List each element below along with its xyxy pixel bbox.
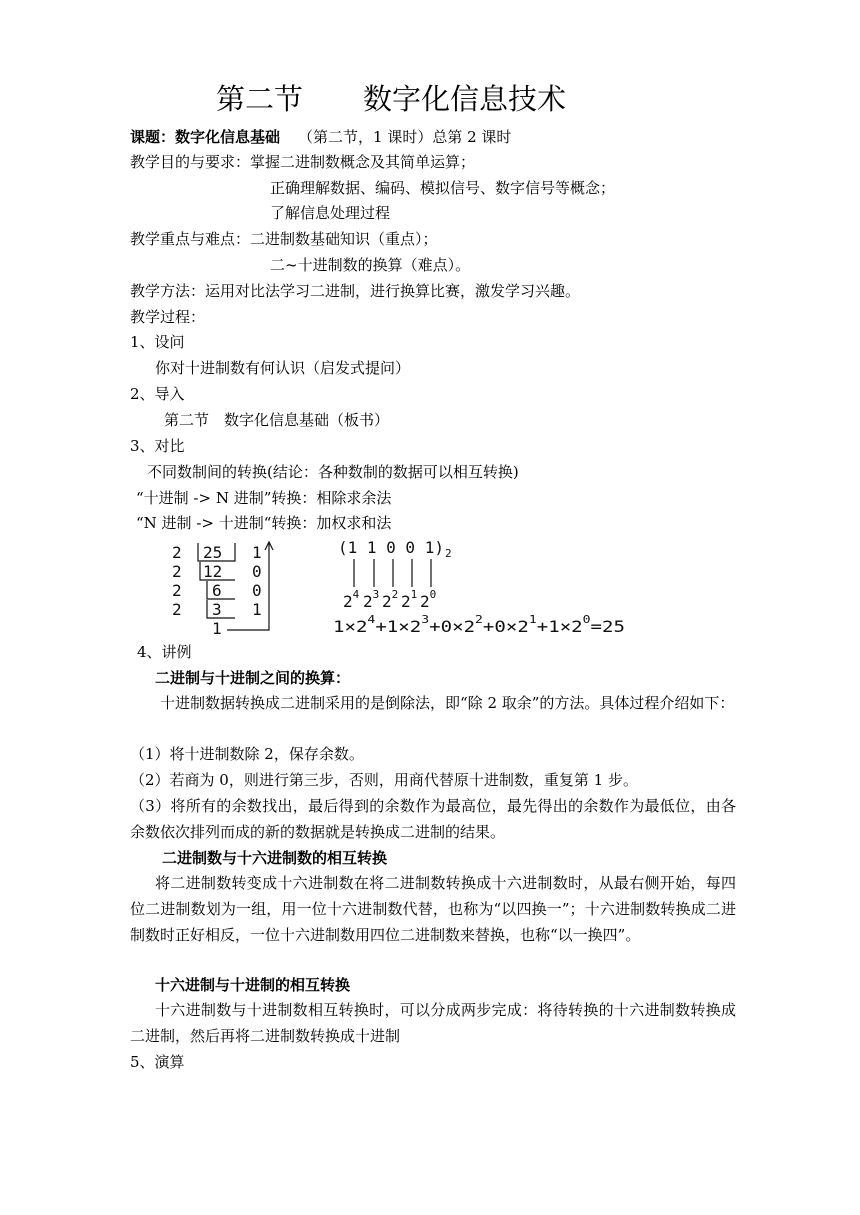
lesson-topic: 课题：数字化信息基础 xyxy=(130,128,281,146)
step4-sub2-title: 二进制数与十六进制数的相互转换 xyxy=(162,849,388,867)
weight-connectors xyxy=(354,559,431,587)
quotient: 3 xyxy=(212,600,222,619)
quotient: 1 xyxy=(212,619,222,638)
lesson-header xyxy=(130,127,511,147)
quotient: 25 xyxy=(203,543,223,562)
divisor: 2 xyxy=(172,581,182,600)
document-title xyxy=(0,80,860,120)
step4-sub3-text: 十六进制数与十进制数相互转换时，可以分成两步完成：将待转换的十六进制数转换成二进制，然后再将二进制数转换成十进制 xyxy=(130,1001,736,1045)
process-label: 教学过程： xyxy=(130,308,206,326)
step2-heading: 2、导入 xyxy=(130,385,185,403)
objective-item: 掌握二进制数概念及其简单运算； xyxy=(250,153,476,171)
title-section: 第二节 xyxy=(216,82,304,116)
division-figure xyxy=(165,538,285,638)
step3-line: “十进制 -> N 进制”转换：相除求余法 xyxy=(136,489,392,507)
remainder: 1 xyxy=(252,543,262,562)
sum-expression: 1×2 $^4$+1×2 $^3$+0×2 $^2$+0×2 $^1$+1×2 $^0$=25 xyxy=(333,613,620,636)
keypoint-item: 二进制数基础知识（重点）； xyxy=(250,230,438,248)
step1-text: 你对十进制数有何认识（启发式提问） xyxy=(155,359,411,377)
step3-line: “N 进制 -> 十进制“转换：加权求和法 xyxy=(136,514,392,532)
step4-sub1-title: 二进制与十进制之间的换算： xyxy=(155,669,351,687)
step1-heading: 1、设问 xyxy=(130,333,185,351)
weight-power: $2^2$ xyxy=(382,588,399,611)
remainder: 1 xyxy=(252,600,262,619)
weighted-sum xyxy=(333,613,625,636)
step4-heading: 4、讲例 xyxy=(137,643,192,661)
remainder: 0 xyxy=(252,581,262,600)
objective-item: 正确理解数据、编码、模拟信号、数字信号等概念； xyxy=(270,179,616,197)
binary-number: (1 1 0 0 1) xyxy=(338,538,444,557)
lesson-session: （第二节，1 课时）总第 2 课时 xyxy=(298,128,512,146)
keypoints-label: 教学重点与难点： xyxy=(130,230,251,248)
quotient: 12 xyxy=(203,562,223,581)
conversion-step: （3）将所有的余数找出，最后得到的余数作为最高位，最先得出的余数作为最低位，由各余数依次排列而成的新的数据就是转换成二进制的结果。 xyxy=(130,797,736,841)
objective-item: 了解信息处理过程 xyxy=(270,204,391,222)
weight-power: $2^1$ xyxy=(401,588,418,611)
weight-powers xyxy=(343,588,436,611)
weight-power: $2^3$ xyxy=(363,588,380,611)
objectives-line-1 xyxy=(130,152,475,172)
quotient: 6 xyxy=(212,581,222,600)
step4-sub2-text: 将二进制数转变成十六进制数在将二进制数转换成十六进制数时，从最右侧开始，每四位二进制数划为一组，用一位十六进制数代替，也称为“以四换一”；十六进制数转换成二进制数时正好相反，一位十六进制数用四位二进制数来替换，也称“以一换四”。 xyxy=(130,874,736,944)
step4-sub1-intro: 十进制数据转换成二进制采用的是倒除法，即“除 2 取余”的方法。具体过程介绍如下： xyxy=(160,694,735,712)
keypoint-item: 二~十进制数的换算（难点）。 xyxy=(270,256,471,274)
step4-sub3-title: 十六进制与十进制的相互转换 xyxy=(155,976,351,994)
conversion-step: （1）将十进制数除 2，保存余数。 xyxy=(130,745,364,763)
weighted-sum-figure xyxy=(333,535,633,640)
weight-power: $2^0$ xyxy=(420,588,437,611)
weight-power: $2^4$ xyxy=(343,588,360,611)
binary-subscript: 2 xyxy=(445,547,452,560)
title-text: 数字化信息技术 xyxy=(363,82,567,116)
keypoints-line-1 xyxy=(130,229,438,249)
divisor: 2 xyxy=(172,600,182,619)
step2-text: 第二节 数字化信息基础（板书） xyxy=(164,411,390,429)
remainder: 0 xyxy=(252,562,262,581)
step3-line: 不同数制间的转换(结论：各种数制的数据可以相互转换) xyxy=(147,463,519,481)
divisor: 2 xyxy=(172,543,182,562)
step5-heading: 5、演算 xyxy=(130,1053,185,1071)
conversion-step: （2）若商为 0，则进行第三步，否则，用商代替原十进制数，重复第 1 步。 xyxy=(130,771,638,789)
objectives-label: 教学目的与要求： xyxy=(130,153,251,171)
teaching-method: 教学方法：运用对比法学习二进制，进行换算比赛，激发学习兴趣。 xyxy=(130,282,581,300)
step3-heading: 3、对比 xyxy=(130,437,185,455)
divisor: 2 xyxy=(172,562,182,581)
